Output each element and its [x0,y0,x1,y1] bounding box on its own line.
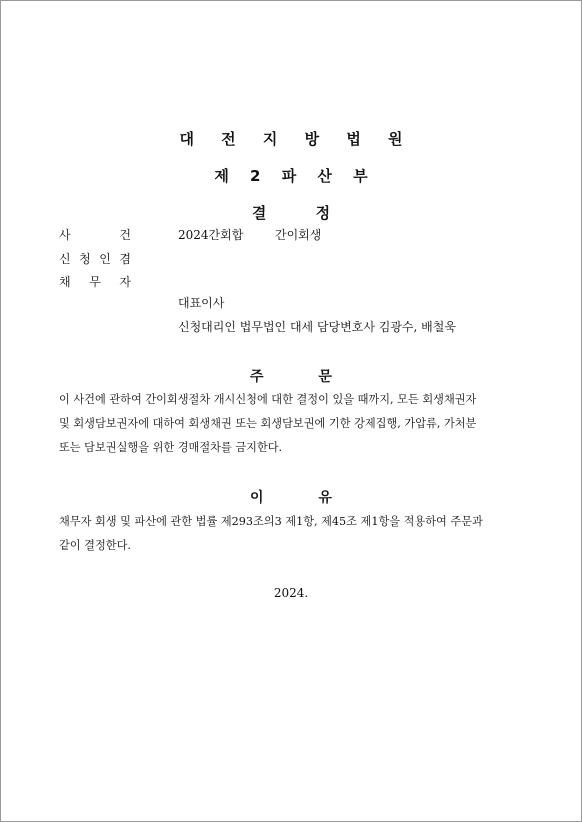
debtor-label: 채 무 자 [59,275,131,289]
decision-date: 2024. [273,586,309,600]
court-name: 대 전 지 방 법 원 [179,130,414,148]
reason-line: 채무자 회생 및 파산에 관한 법률 제293조의3 제1항, 제45조 제1항을 적용하여 주문과 [59,515,483,528]
order-text [59,388,525,460]
court-division: 제 2 파 산 부 [214,167,376,185]
reason-text [59,510,525,558]
representative: 대표이사 [178,296,225,310]
order-line: 또는 담보권실행을 위한 경매절차를 금지한다. [59,441,283,454]
order-line: 이 사건에 관하여 간이회생절차 개시신청에 대한 결정이 있을 때까지, 모든 회생채권자 [59,393,477,406]
order-title: 주 문 [250,369,332,385]
order-line: 및 회생담보권자에 대하여 회생채권 또는 회생담보권에 기한 강제집행, 가압류, 가처분 [59,417,477,430]
case-name: 간이회생 [275,228,322,242]
case-number: 2024간회합 [178,228,244,242]
case-label: 사 건 [59,228,131,242]
applicant-label: 신 청 인 겸 [59,252,131,266]
agent: 신청대리인 법무법인 대세 담당변호사 김광수, 배철욱 [178,320,456,334]
reason-title: 이 유 [250,490,332,506]
reason-line: 같이 결정한다. [59,539,131,552]
document-type: 결 정 [251,204,331,222]
